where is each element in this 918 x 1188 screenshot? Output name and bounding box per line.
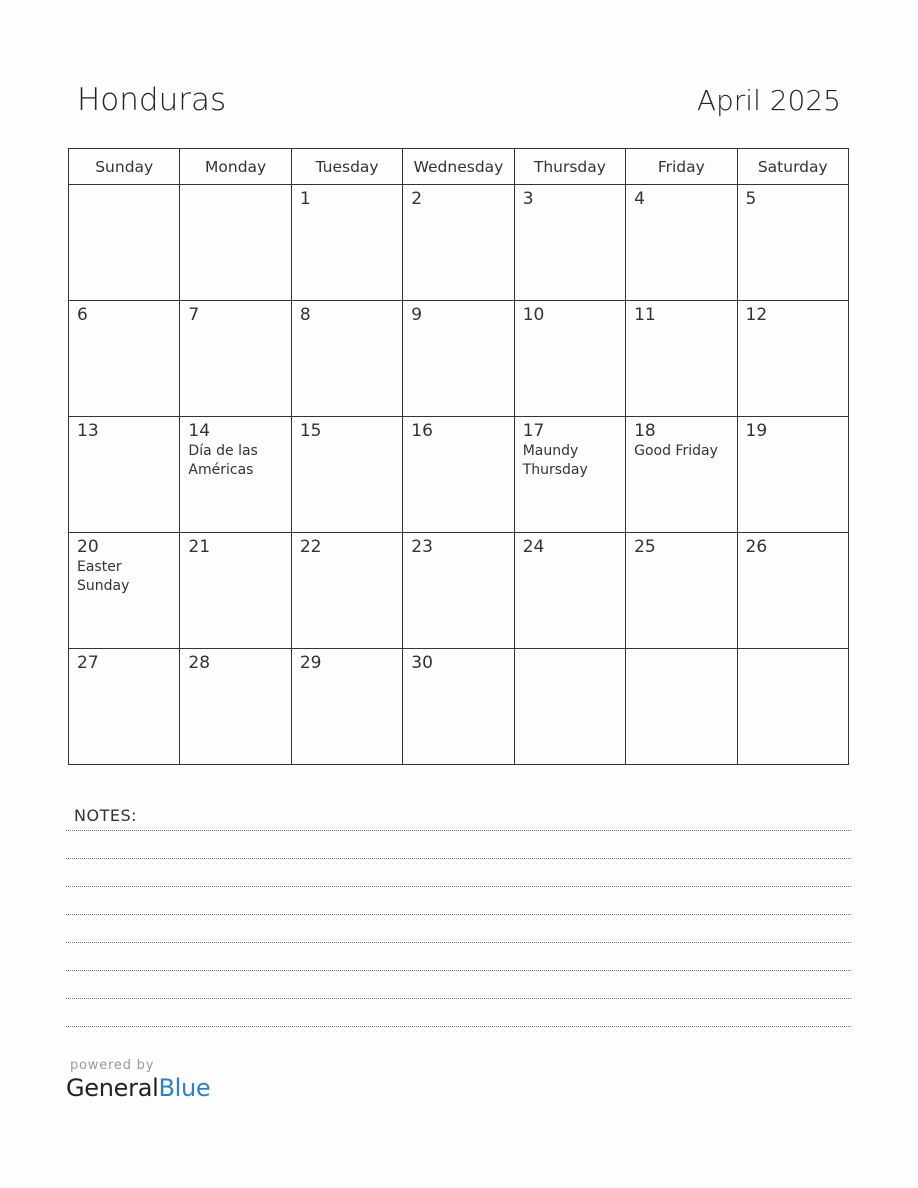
week-row [69,301,849,417]
empty-day-cell [69,185,180,301]
weekday-wednesday: Wednesday [403,149,514,185]
day-number: 25 [634,537,656,557]
calendar-grid [68,148,849,765]
holiday-line: Thursday [522,462,588,478]
day-cell [626,533,737,649]
weekday-tuesday: Tuesday [291,149,402,185]
brand-blue: Blue [158,1074,211,1102]
day-cell [180,533,291,649]
day-number: 28 [188,653,211,673]
weekday-saturday: Saturday [737,149,848,185]
day-number: 16 [411,421,433,441]
day-number: 26 [745,537,768,557]
day-cell [180,417,291,533]
day-cell [737,533,848,649]
weekday-sunday: Sunday [69,149,180,185]
day-number: 23 [411,537,433,557]
note-line [66,858,851,859]
day-cell [737,301,848,417]
day-cell [69,649,180,765]
day-cell [514,533,625,649]
country-title: Honduras [77,82,227,118]
day-number: 11 [634,305,656,325]
note-line [66,942,851,943]
day-number: 17 [522,421,545,441]
month-title: April 2025 [696,84,841,117]
weekday-monday: Monday [180,149,291,185]
day-cell [403,185,514,301]
day-number: 19 [745,421,768,441]
holiday-label [626,441,736,461]
day-cell [69,301,180,417]
day-number: 15 [299,421,322,441]
day-number: 10 [522,305,545,325]
day-cell [626,301,737,417]
day-cell [514,417,625,533]
day-number: 2 [411,189,423,209]
day-cell [514,301,625,417]
day-cell [291,417,402,533]
day-number: 5 [745,189,757,209]
empty-day-cell [180,185,291,301]
day-cell [626,417,737,533]
day-cell [291,649,402,765]
day-cell [180,301,291,417]
day-number: 7 [188,305,200,325]
day-number: 27 [77,653,99,673]
brand-general: General [66,1074,159,1102]
day-cell [403,417,514,533]
day-number: 18 [634,421,656,441]
holiday-line: Good Friday [634,443,718,459]
note-line [66,914,851,915]
day-cell [403,649,514,765]
note-line [66,1026,851,1027]
day-number: 4 [634,189,645,209]
day-number: 29 [299,653,322,673]
day-number: 12 [745,305,768,325]
holiday-label [515,441,625,480]
day-number: 1 [299,189,311,209]
holiday-label [180,441,290,480]
day-number: 8 [299,305,311,325]
holiday-line: Easter [77,559,122,575]
week-row [69,533,849,649]
weekday-thursday: Thursday [514,149,625,185]
holiday-line: Día de las [188,443,258,459]
note-line [66,886,851,887]
day-number: 9 [411,305,423,325]
day-number: 13 [77,421,99,441]
holiday-label [69,557,179,596]
weekday-friday: Friday [626,149,737,185]
day-number: 20 [77,537,99,557]
day-number: 14 [188,421,211,441]
generalblue-logo[interactable] [66,1074,210,1102]
day-number: 21 [188,537,211,557]
day-cell [69,417,180,533]
day-number: 6 [77,305,88,325]
empty-day-cell [514,649,625,765]
week-row [69,417,849,533]
day-number: 30 [411,653,433,673]
note-line [66,970,851,971]
powered-by-text: powered by [70,1058,155,1073]
empty-day-cell [626,649,737,765]
week-row [69,185,849,301]
empty-day-cell [737,649,848,765]
day-cell [403,301,514,417]
holiday-line: Américas [188,462,254,478]
day-number: 3 [522,189,534,209]
notes-label: NOTES: [74,806,137,825]
day-cell [180,649,291,765]
holiday-line: Sunday [77,578,130,594]
note-line [66,830,851,831]
weekday-header-row [69,149,849,185]
week-row [69,649,849,765]
day-cell [69,533,180,649]
day-cell [291,301,402,417]
day-cell [291,185,402,301]
day-number: 24 [522,537,545,557]
day-number: 22 [299,537,322,557]
day-cell [514,185,625,301]
day-cell [291,533,402,649]
note-line [66,998,851,999]
day-cell [737,185,848,301]
day-cell [626,185,737,301]
day-cell [403,533,514,649]
day-cell [737,417,848,533]
holiday-line: Maundy [522,443,579,459]
